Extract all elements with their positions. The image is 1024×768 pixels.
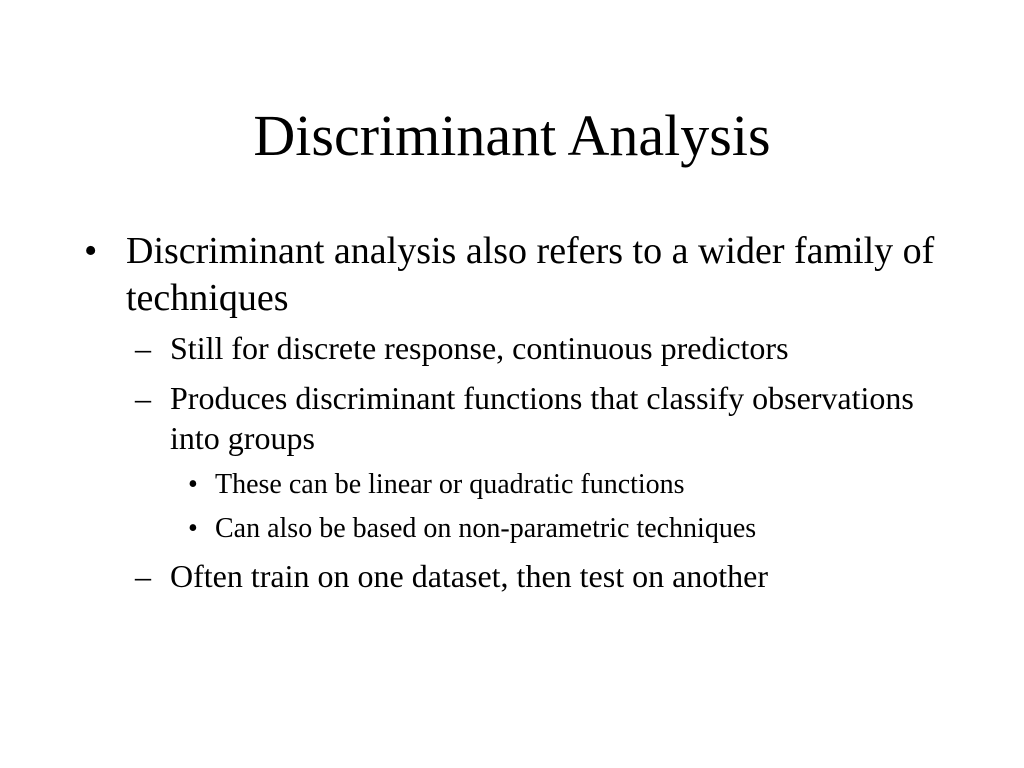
bullet-item-level2 [84,378,944,458]
dash-marker-icon: – [135,330,151,366]
bullet-text: Can also be based on non-parametric techniques [215,513,757,544]
bullet-text: Still for discrete response, continuous predictors [170,330,789,366]
dash-marker-icon: – [135,380,151,416]
bullet-item-level2 [84,556,944,596]
bullet-item-level3 [84,468,944,502]
bullet-text: These can be linear or quadratic functions [215,469,685,500]
slide-title: Discriminant Analysis [253,103,771,168]
bullet-text: Produces discriminant functions that classify observations into groups [170,380,914,456]
bullet-item-level3 [84,512,944,546]
bullet-item-level1 [84,228,944,322]
bullet-text: Often train on one dataset, then test on another [170,558,769,594]
bullet-text: Discriminant analysis also refers to a wider family of techniques [126,230,935,319]
bullet-list [84,228,944,606]
dash-marker-icon: – [135,558,151,594]
bullet-marker-icon: • [188,513,198,544]
bullet-marker-icon: • [84,230,98,272]
bullet-item-level2 [84,328,944,368]
bullet-marker-icon: • [188,469,198,500]
